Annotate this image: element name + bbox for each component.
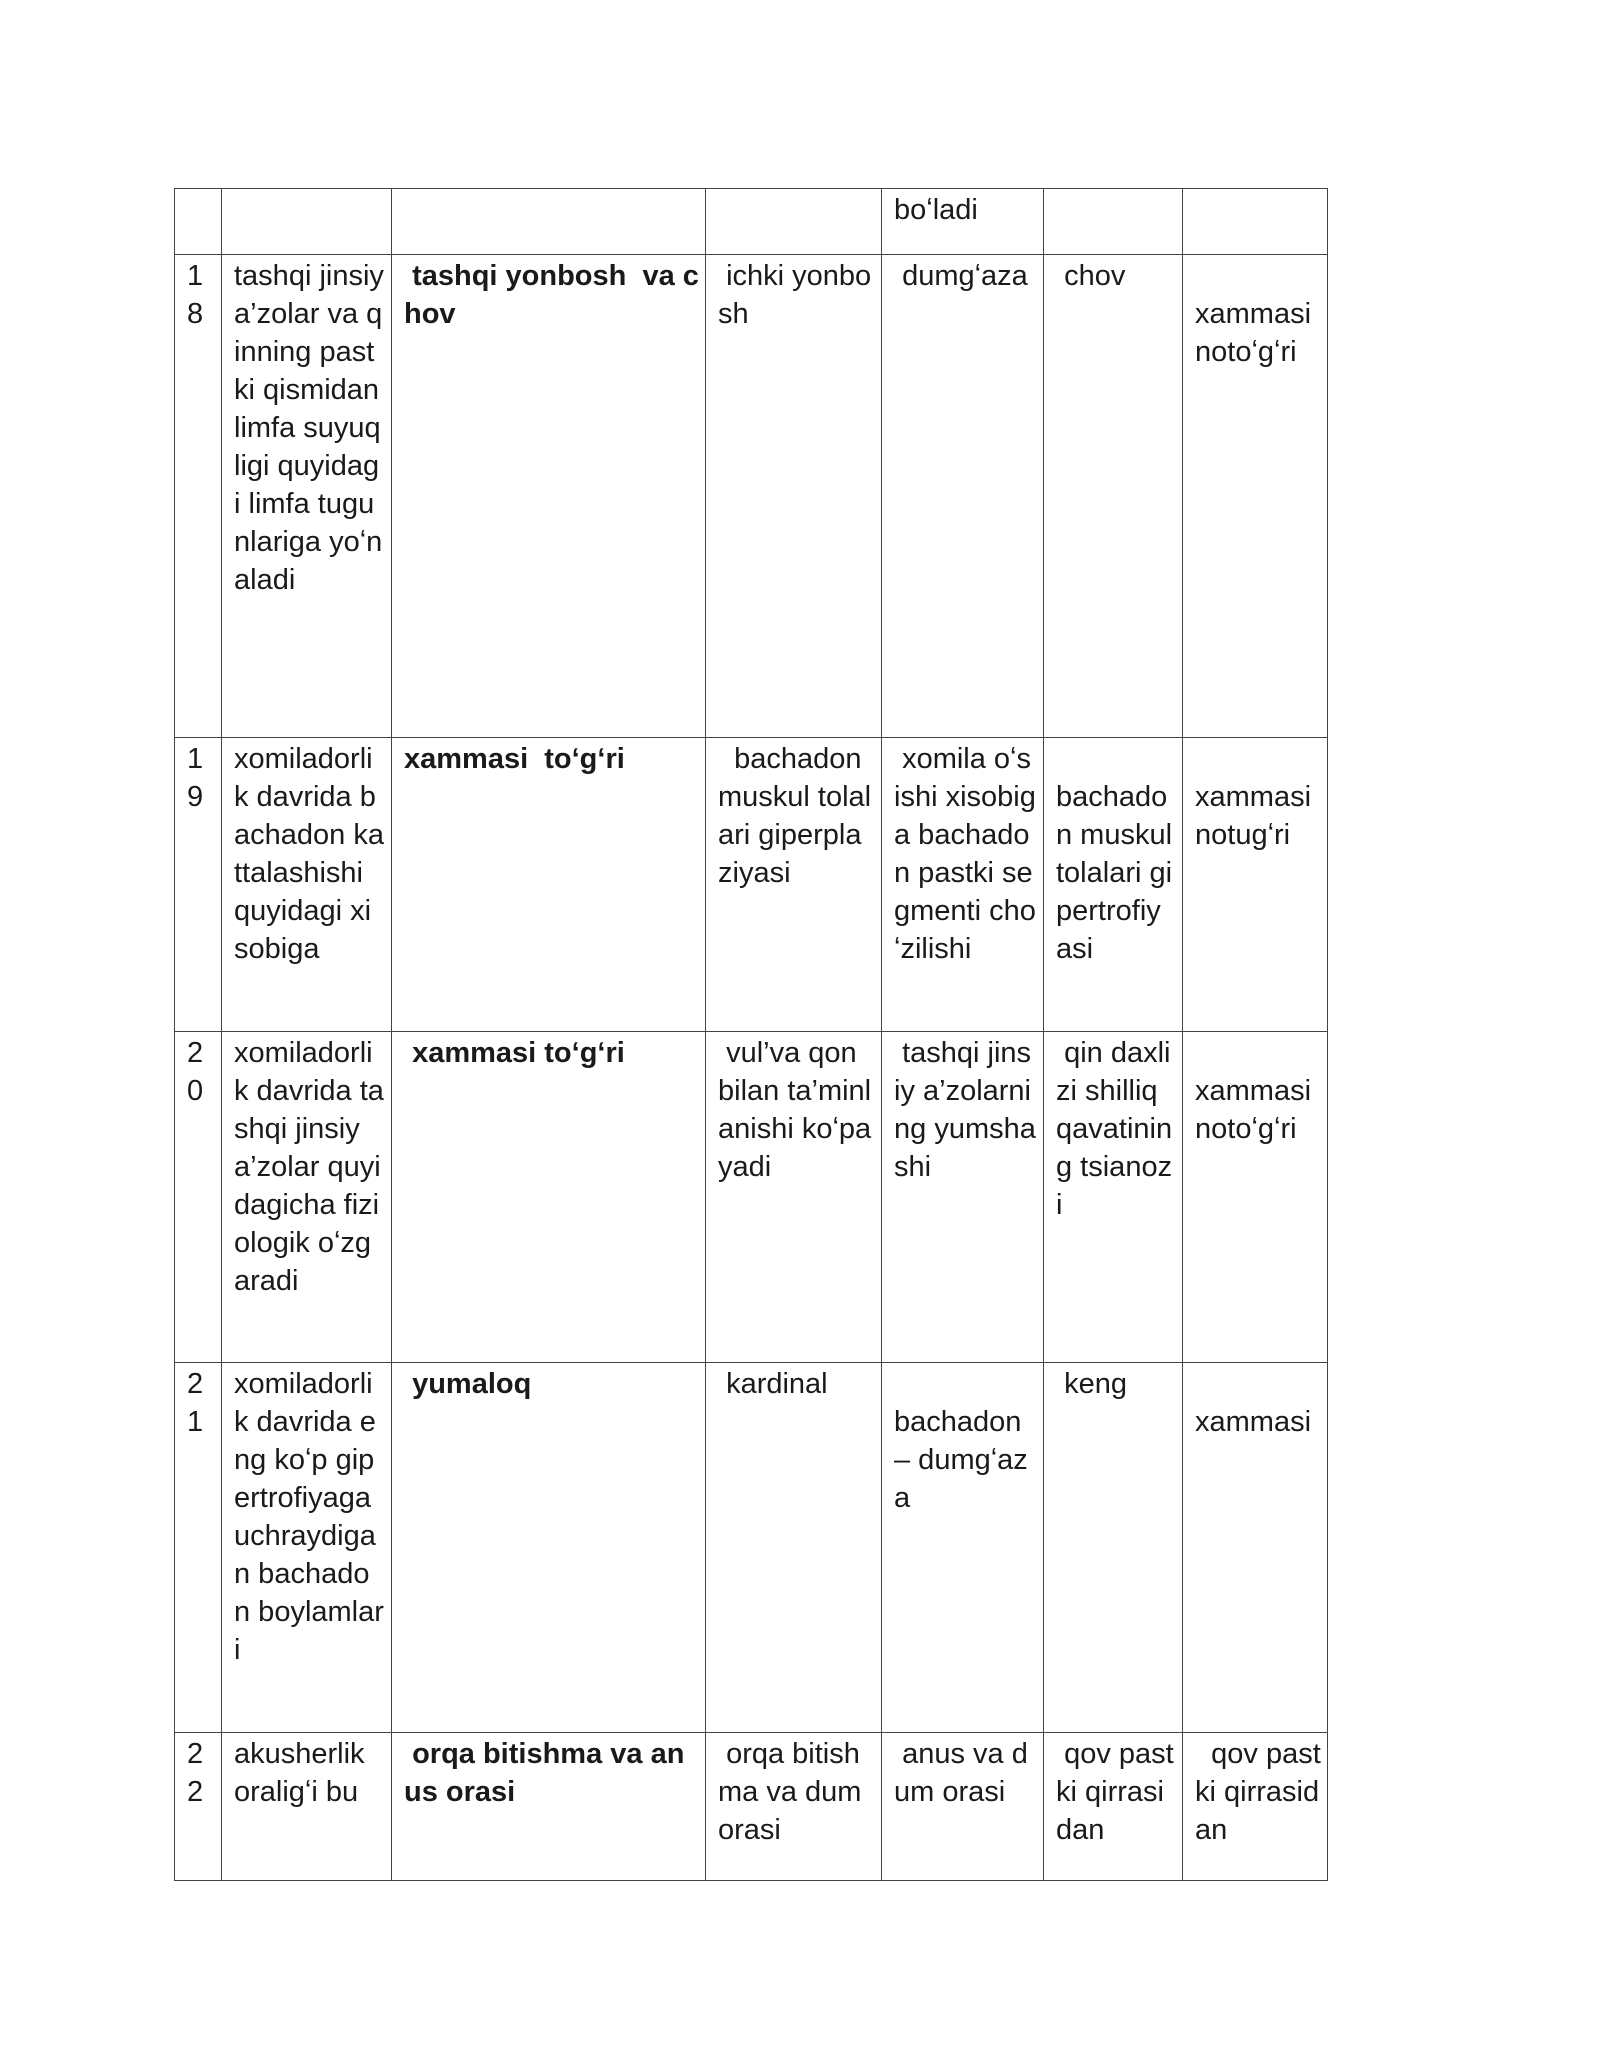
option-b-cell: tashqi jinsiy a’zolarning yumshashi [882, 1032, 1044, 1363]
row-number: 2 0 [175, 1032, 222, 1363]
table-row [175, 1363, 1328, 1733]
row-number: 1 8 [175, 255, 222, 738]
question-cell: tashqi jinsiy a’zolar va qinning pastki qismidan limfa suyuqligi quyidagi limfa tugunlariga yoʻnaladi [222, 255, 392, 738]
option-d-cell: qov pastki qirrasidan [1183, 1733, 1328, 1881]
option-b-cell: bachadon – dumgʻaza [882, 1363, 1044, 1733]
option-d-cell: xammasi notoʻgʻri [1183, 255, 1328, 738]
row-number: 2 1 [175, 1363, 222, 1733]
option-c-cell [1044, 189, 1183, 255]
option-a-cell: orqa bitishma va dum orasi [706, 1733, 882, 1881]
table-row [175, 255, 1328, 738]
option-b-cell: dumgʻaza [882, 255, 1044, 738]
option-a-cell: kardinal [706, 1363, 882, 1733]
option-c-cell: keng [1044, 1363, 1183, 1733]
option-b-cell: boʻladi [882, 189, 1044, 255]
option-c-cell: bachadon muskul tolalari gipertrofiyasi [1044, 738, 1183, 1032]
correct-answer-cell: xammasi toʻgʻri [392, 738, 706, 1032]
table-row [175, 738, 1328, 1032]
question-cell: akusherlik oraligʻi bu [222, 1733, 392, 1881]
correct-answer-cell: xammasi toʻgʻri [392, 1032, 706, 1363]
quiz-table [174, 188, 1328, 1881]
question-cell: xomiladorlik davrida bachadon kattalashishi quyidagi xisobiga [222, 738, 392, 1032]
question-cell: xomiladorlik davrida tashqi jinsiy a’zolar quyidagicha fiziologik oʻzgaradi [222, 1032, 392, 1363]
row-number: 2 2 [175, 1733, 222, 1881]
correct-answer-cell [392, 189, 706, 255]
table-row [175, 1032, 1328, 1363]
row-number: 1 9 [175, 738, 222, 1032]
option-c-cell: chov [1044, 255, 1183, 738]
table-row [175, 189, 1328, 255]
option-a-cell: ichki yonbosh [706, 255, 882, 738]
option-a-cell: vul’va qon bilan ta’minlanishi koʻpayadi [706, 1032, 882, 1363]
option-c-cell: qov pastki qirrasidan [1044, 1733, 1183, 1881]
option-d-cell: xammasi [1183, 1363, 1328, 1733]
option-c-cell: qin daxlizi shilliq qavatining tsianozi [1044, 1032, 1183, 1363]
option-d-cell: xammasi notugʻri [1183, 738, 1328, 1032]
option-d-cell: xammasi notoʻgʻri [1183, 1032, 1328, 1363]
correct-answer-cell: orqa bitishma va anus orasi [392, 1733, 706, 1881]
table-row [175, 1733, 1328, 1881]
option-a-cell: bachadon muskul tolalari giperplaziyasi [706, 738, 882, 1032]
question-cell [222, 189, 392, 255]
option-b-cell: anus va dum orasi [882, 1733, 1044, 1881]
correct-answer-cell: yumaloq [392, 1363, 706, 1733]
option-d-cell [1183, 189, 1328, 255]
option-a-cell [706, 189, 882, 255]
row-number [175, 189, 222, 255]
option-b-cell: xomila oʻsishi xisobiga bachadon pastki segmenti choʻzilishi [882, 738, 1044, 1032]
correct-answer-cell: tashqi yonbosh va chov [392, 255, 706, 738]
question-cell: xomiladorlik davrida eng koʻp gipertrofiyaga uchraydigan bachadon boylamlari [222, 1363, 392, 1733]
